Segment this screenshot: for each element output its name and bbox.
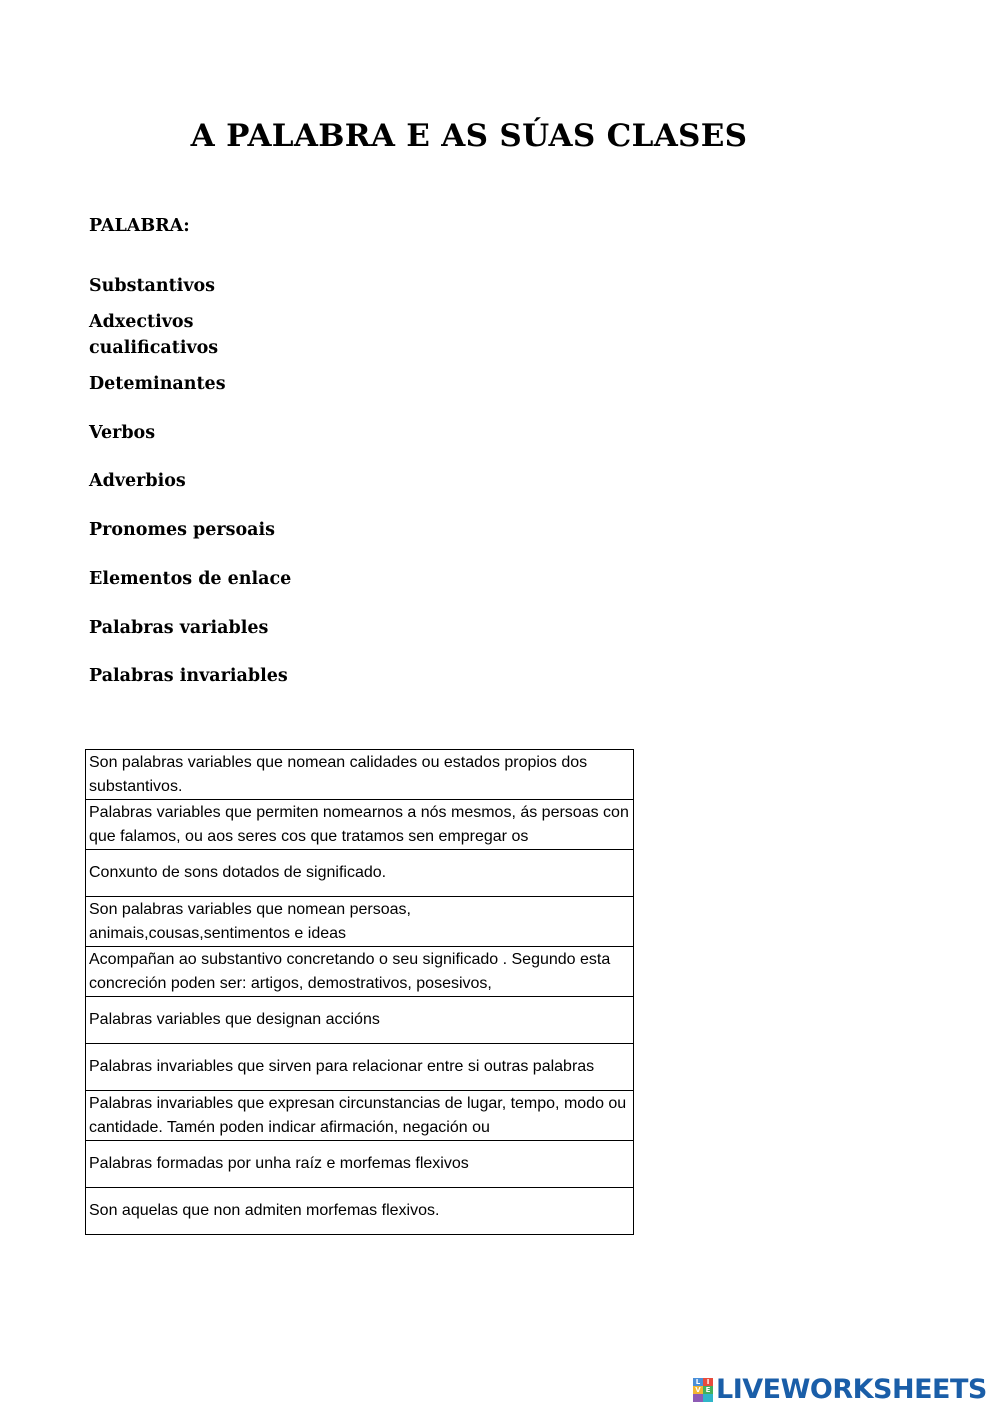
definition-cell[interactable]	[86, 1091, 634, 1141]
term-determinantes: Deteminantes	[89, 374, 226, 394]
definition-text: Son aquelas que non admiten morfemas flexivos.	[89, 1202, 440, 1219]
table-row	[86, 800, 634, 850]
table-row	[86, 750, 634, 800]
definition-cell[interactable]	[86, 800, 634, 850]
table-row	[86, 1091, 634, 1141]
table-row	[86, 1044, 634, 1091]
table-row	[86, 897, 634, 947]
table-row	[86, 1141, 634, 1188]
logo-mark-cell	[703, 1394, 713, 1402]
definition-cell[interactable]	[86, 947, 634, 997]
definition-text: Son palabras variables que nomean calidades ou estados propios dos substantivos.	[89, 754, 588, 795]
definition-cell[interactable]	[86, 897, 634, 947]
definition-cell[interactable]	[86, 750, 634, 800]
definition-cell[interactable]	[86, 1141, 634, 1188]
table-row	[86, 850, 634, 897]
definition-text: Palabras formadas por unha raíz e morfemas flexivos	[89, 1155, 469, 1172]
definition-text: Palabras variables que permiten nomearnos a nós mesmos, ás persoas con que falamos, ou aos seres cos que tratamos sen empregar os	[89, 804, 629, 845]
definition-text: Son palabras variables que nomean persoas, animais,cousas,sentimentos e ideas	[89, 901, 411, 942]
definition-text: Palabras invariables que sirven para relacionar entre si outras palabras	[89, 1058, 595, 1075]
term-palabra: PALABRA:	[89, 216, 190, 236]
definition-cell[interactable]	[86, 850, 634, 897]
logo-mark-cell: V	[693, 1386, 703, 1394]
definitions-table	[85, 749, 634, 1235]
definition-text: Conxunto de sons dotados de significado.	[89, 864, 387, 881]
table-row	[86, 997, 634, 1044]
logo-mark-cell: I	[703, 1378, 713, 1386]
logo-mark-cell	[693, 1394, 703, 1402]
definition-text: Palabras variables que designan accións	[89, 1011, 380, 1028]
definition-cell[interactable]	[86, 1044, 634, 1091]
liveworksheets-mark-icon	[693, 1378, 713, 1402]
term-verbos: Verbos	[89, 423, 156, 443]
logo-text: LIVEWORKSHEETS	[716, 1374, 987, 1405]
term-invariables: Palabras invariables	[89, 666, 288, 686]
term-enlace: Elementos de enlace	[89, 569, 292, 589]
table-row	[86, 1188, 634, 1235]
liveworksheets-logo	[693, 1376, 987, 1404]
page-title: A PALABRA E AS SÚAS CLASES	[190, 118, 748, 154]
logo-mark-cell: L	[693, 1378, 703, 1386]
term-variables: Palabras variables	[89, 618, 269, 638]
term-pronomes: Pronomes persoais	[89, 520, 275, 540]
term-adverbios: Adverbios	[89, 471, 186, 491]
definition-cell[interactable]	[86, 1188, 634, 1235]
definition-text: Acompañan ao substantivo concretando o seu significado . Segundo esta concreción poden ser: artigos, demostrativos, posesivos,	[89, 951, 611, 992]
logo-mark-cell: E	[703, 1386, 713, 1394]
term-adxectivos: Adxectivos cualificativos	[89, 312, 219, 358]
term-substantivos: Substantivos	[89, 276, 216, 296]
table-row	[86, 947, 634, 997]
definition-text: Palabras invariables que expresan circunstancias de lugar, tempo, modo ou cantidade. Tamén poden indicar afirmación, negación ou	[89, 1095, 627, 1136]
definition-cell[interactable]	[86, 997, 634, 1044]
